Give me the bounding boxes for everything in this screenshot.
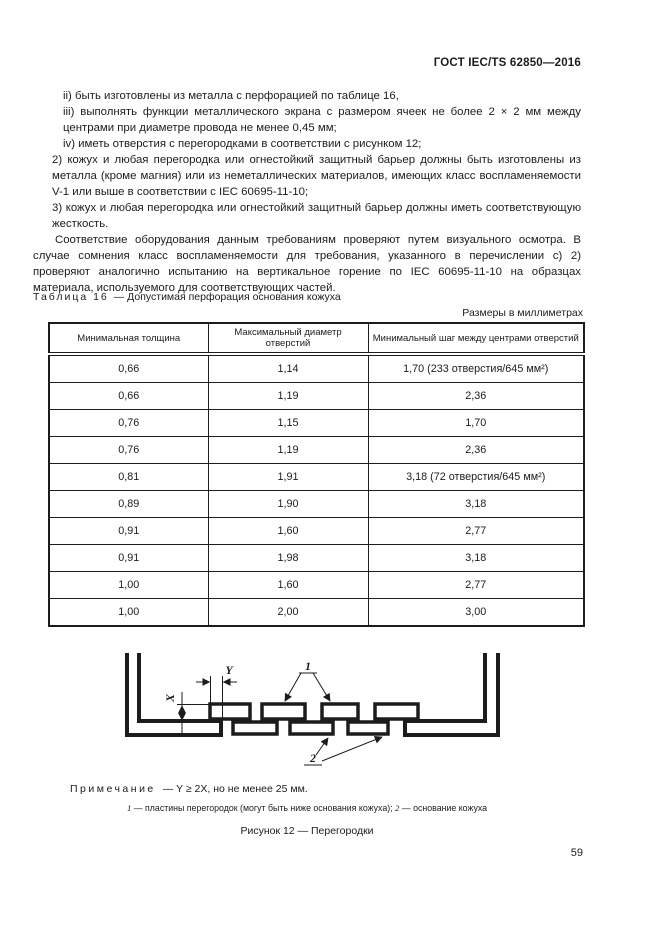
table-cell: 2,36 [368,383,584,410]
figure-note-text: — Y ≥ 2X, но не менее 25 мм. [162,783,308,795]
list-item-3: 3) кожух и любая перегородка или огнестойкий защитный барьер должны иметь соответствующую жесткость. [52,202,581,230]
table-cell: 3,18 [368,491,584,518]
table-cell: 3,18 [368,545,584,572]
table-cell: 1,70 [368,410,584,437]
table-row [49,383,584,410]
list-item-ii: ii) быть изготовлены из металла с перфорацией по таблице 16, [63,90,399,102]
document-header: ГОСТ IEC/TS 62850—2016 [433,57,581,69]
table-cell: 1,19 [208,383,368,410]
dimension-y-label: Y [225,663,233,677]
partition-plates [210,704,418,719]
table-cell: 1,60 [208,572,368,599]
list-item-iii: iii) выполнять функции металлического экрана с размером ячеек не более 2 × 2 мм между центрами при диаметре провода не менее 0,45 мм; [63,106,581,134]
table-cell: 1,90 [208,491,368,518]
table-cell: 1,19 [208,437,368,464]
table-cell: 1,70 (233 отверстия/645 мм²) [368,354,584,383]
callout-2 [304,737,382,765]
figure-note-label: Примечание [70,783,156,795]
table-cell: 1,14 [208,354,368,383]
list-item-iv: iv) иметь отверстия с перегородками в соответствии с рисунком 12; [63,138,422,150]
table-cell: 0,66 [49,354,208,383]
table-row [49,354,584,383]
units-note: Размеры в миллиметрах [462,307,583,319]
dimension-x-label: X [163,693,177,703]
table-cell: 3,00 [368,599,584,627]
table-cell: 0,76 [49,437,208,464]
table-cell: 0,81 [49,464,208,491]
legend-2-text: — основание кожуха [399,803,488,813]
table-row [49,464,584,491]
table-cell: 0,91 [49,545,208,572]
table-cell: 2,36 [368,437,584,464]
table-row [49,545,584,572]
table-row [49,518,584,545]
table-caption-label: Таблица 16 [33,291,109,303]
base-plates [233,722,388,734]
table-row [49,437,584,464]
table-cell: 1,60 [208,518,368,545]
list-item-2: 2) кожух и любая перегородка или огнестойкий защитный барьер должны быть изготовлены из металла (кроме магния) или из неметаллических материалов, имеющих класс воспламеняемости V-1 или выше в соответствии с IEC 60695-11-10; [52,154,581,198]
table-cell: 0,66 [49,383,208,410]
table-row [49,410,584,437]
table-cell: 2,00 [208,599,368,627]
column-header: Минимальный шаг между центрами отверстий [368,323,584,354]
table-row [49,491,584,518]
figure-caption: Рисунок 12 — Перегородки [240,825,374,837]
table-cell: 2,77 [368,572,584,599]
table-cell: 0,76 [49,410,208,437]
callout-1 [285,659,330,701]
table-cell: 1,91 [208,464,368,491]
table-caption [33,291,581,303]
paragraph-conformity: Соответствие оборудования данным требованиям проверяют путем визуального осмотра. В случае сомнения класс воспламеняемости для требования, указанного в перечислении c) 2) проверяют аналогично испытанию на вертикальное горение по IEC 60695-11-10 на образцах материала, используемого для соответствующих частей. [33,234,581,294]
legend-1-number: 1 [126,803,132,813]
table-cell: 1,98 [208,545,368,572]
callout-1-label: 1 [305,659,311,673]
table-row [49,599,584,627]
figure-drawing [110,645,510,785]
figure-note [70,783,581,795]
table-row [49,572,584,599]
table-caption-text: — Допустимая перфорация основания кожуха [113,291,341,303]
table-cell: 2,77 [368,518,584,545]
legend-2-number: 2 [395,803,400,813]
table-cell: 0,91 [49,518,208,545]
enclosure-right-wall [405,653,498,737]
table-header-row [49,323,584,354]
table-cell: 3,18 (72 отверстия/645 мм²) [368,464,584,491]
table-cell: 1,15 [208,410,368,437]
table-cell: 0,89 [49,491,208,518]
legend-1-text: — пластины перегородок (могут быть ниже основания кожуха); [131,803,396,813]
column-header: Максимальный диаметр отверстий [208,323,368,354]
page-number: 59 [570,847,583,859]
callout-2-label: 2 [310,751,316,765]
perforation-table [48,322,585,627]
column-header: Минимальная толщина [49,323,208,354]
figure-legend [33,803,581,813]
body-text [33,88,581,296]
table-cell: 1,00 [49,599,208,627]
table-cell: 1,00 [49,572,208,599]
